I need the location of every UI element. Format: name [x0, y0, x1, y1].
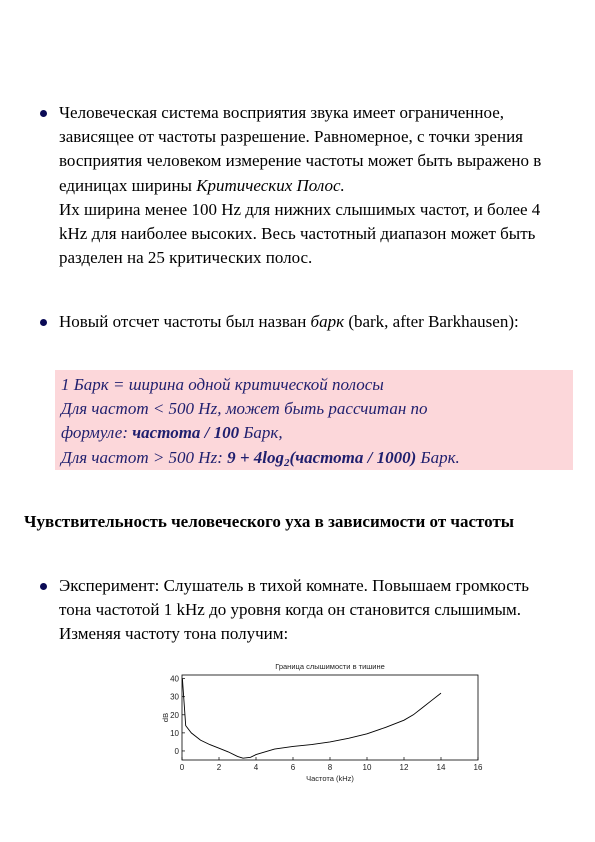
bullet-text: Эксперимент: Слушатель в тихой комнате. Повышаем громкость тона частотой 1 kHz до уровня когда он становится слышимым. Изменяя частоту тона получим:	[59, 576, 530, 644]
bullet-text-intro: Человеческая система восприятия звука имеет ограниченное, зависящее от частоты разрешение. Равномерное, с точки зрения восприятия человеком измерение частоты может быть выражено в единицах ширины	[59, 103, 542, 195]
bullet-text-post: (bark, after Barkhausen):	[344, 312, 519, 331]
formula-low-expression: частота / 100	[132, 423, 240, 443]
x-tick-label: 12	[399, 763, 409, 772]
bullet-text	[59, 101, 555, 270]
bullet-text-pre: Новый отсчет частоты был назван	[59, 312, 311, 331]
y-tick-label: 20	[170, 710, 179, 720]
formula-line-high-freq: Для частот > 500 Hz: $9 + 4\log_2(частота / 1000)$ Барк.	[61, 447, 460, 469]
plot-frame	[182, 675, 478, 760]
bullet-dot	[40, 110, 47, 117]
bullet-critical-bands	[40, 101, 555, 270]
bullet-text	[59, 310, 555, 334]
x-axis-label: Частота (kHz)	[306, 774, 354, 783]
bullet-text-bandwidth: Их ширина менее 100 Hz для нижних слышимых частот, и более 4 kHz для наиболее высоких. Весь частотный диапазон может быть разделен на 25 критических полос.	[59, 199, 541, 268]
x-tick-label: 14	[436, 763, 446, 772]
x-tick-label: 0	[179, 763, 185, 772]
bullet-dot	[40, 583, 47, 590]
y-tick-label: 30	[170, 692, 179, 702]
bark-formula-box	[55, 370, 573, 470]
critical-bands-term: Критических Полос.	[196, 175, 345, 195]
chart-title: Граница слышимости в тишине	[275, 662, 385, 671]
section-heading: Чувствительность человеческого уха в зависимости от частоты	[24, 512, 515, 531]
formula-high-expression: $9 + 4\log_2(частота / 1000)$	[227, 447, 417, 469]
x-tick-label: 4	[253, 763, 259, 772]
bullet-dot	[40, 319, 47, 326]
bullet-experiment	[40, 574, 555, 647]
formula-line-low-freq: Для частот < 500 Hz, может быть рассчитан по	[61, 399, 428, 419]
y-tick-label: 0	[174, 746, 179, 756]
chart-svg	[162, 658, 492, 788]
formula-line-low-expr: формуле: частота / 100 Барк,	[61, 423, 283, 443]
y-tick-label: 10	[170, 728, 179, 738]
x-tick-label: 6	[290, 763, 296, 772]
hearing-threshold-chart	[162, 658, 492, 788]
x-tick-label: 8	[327, 763, 333, 772]
x-tick-label: 2	[216, 763, 222, 772]
bark-term: барк	[310, 312, 345, 331]
y-axis-label: dB	[161, 712, 170, 723]
bullet-bark-scale	[40, 310, 555, 334]
threshold-curve	[182, 679, 441, 759]
x-tick-label: 16	[473, 763, 483, 772]
y-tick-label: 40	[170, 674, 179, 684]
x-tick-label: 10	[362, 763, 372, 772]
formula-line-definition: 1 Барк = ширина одной критической полосы	[61, 375, 384, 394]
